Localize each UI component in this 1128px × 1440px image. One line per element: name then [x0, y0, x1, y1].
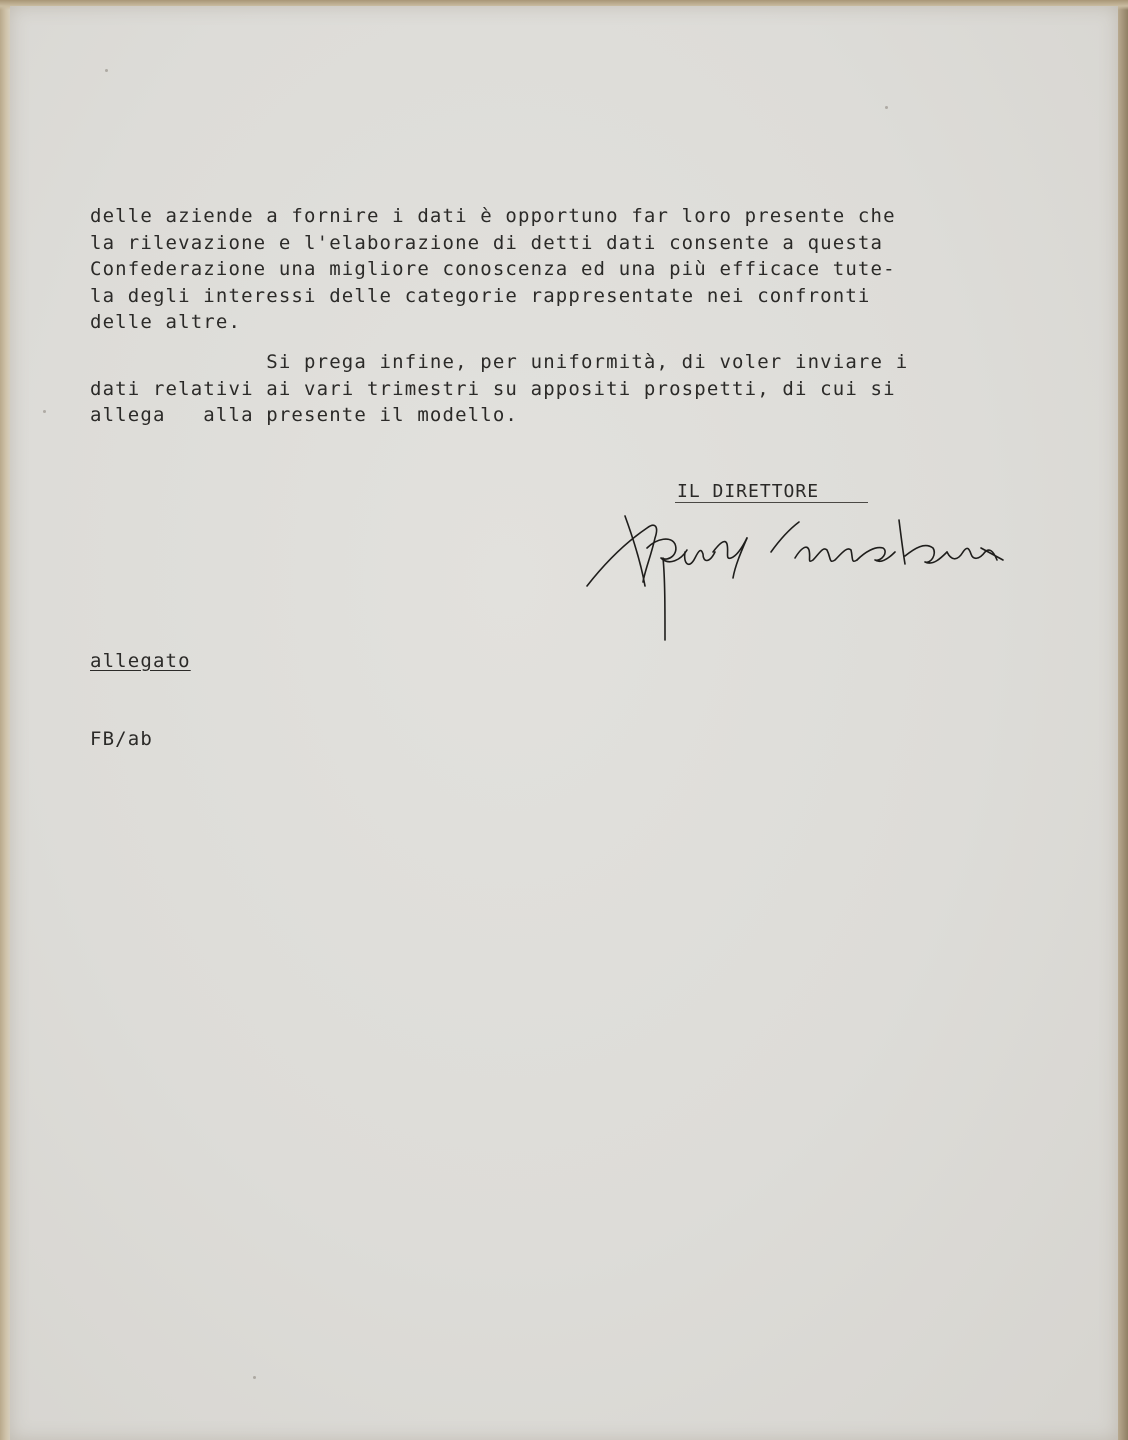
enclosure-note: allegato	[90, 650, 191, 672]
handwritten-signature	[585, 508, 1010, 648]
body-paragraph-2: Si prega infine, per uniformità, di voler inviare i dati relativi ai vari trimestri su appositi prospetti, di cui si allega alla presente il modello.	[90, 351, 909, 426]
paper-speck	[253, 1376, 256, 1379]
signatory-title: IL DIRETTORE	[677, 481, 820, 502]
paper-speck	[885, 106, 888, 109]
paper-speck	[43, 410, 46, 413]
paper-speck	[105, 69, 108, 72]
reference-initials: FB/ab	[90, 728, 153, 750]
body-paragraph-1: delle aziende a fornire i dati è opportuno far loro presente che la rilevazione e l'elaborazione di detti dati consente a questa Confederazione una migliore conoscenza ed una più efficace tute- la degli interessi delle categorie rappresentate nei confronti delle altre.	[90, 205, 896, 333]
signature-line	[675, 502, 868, 503]
